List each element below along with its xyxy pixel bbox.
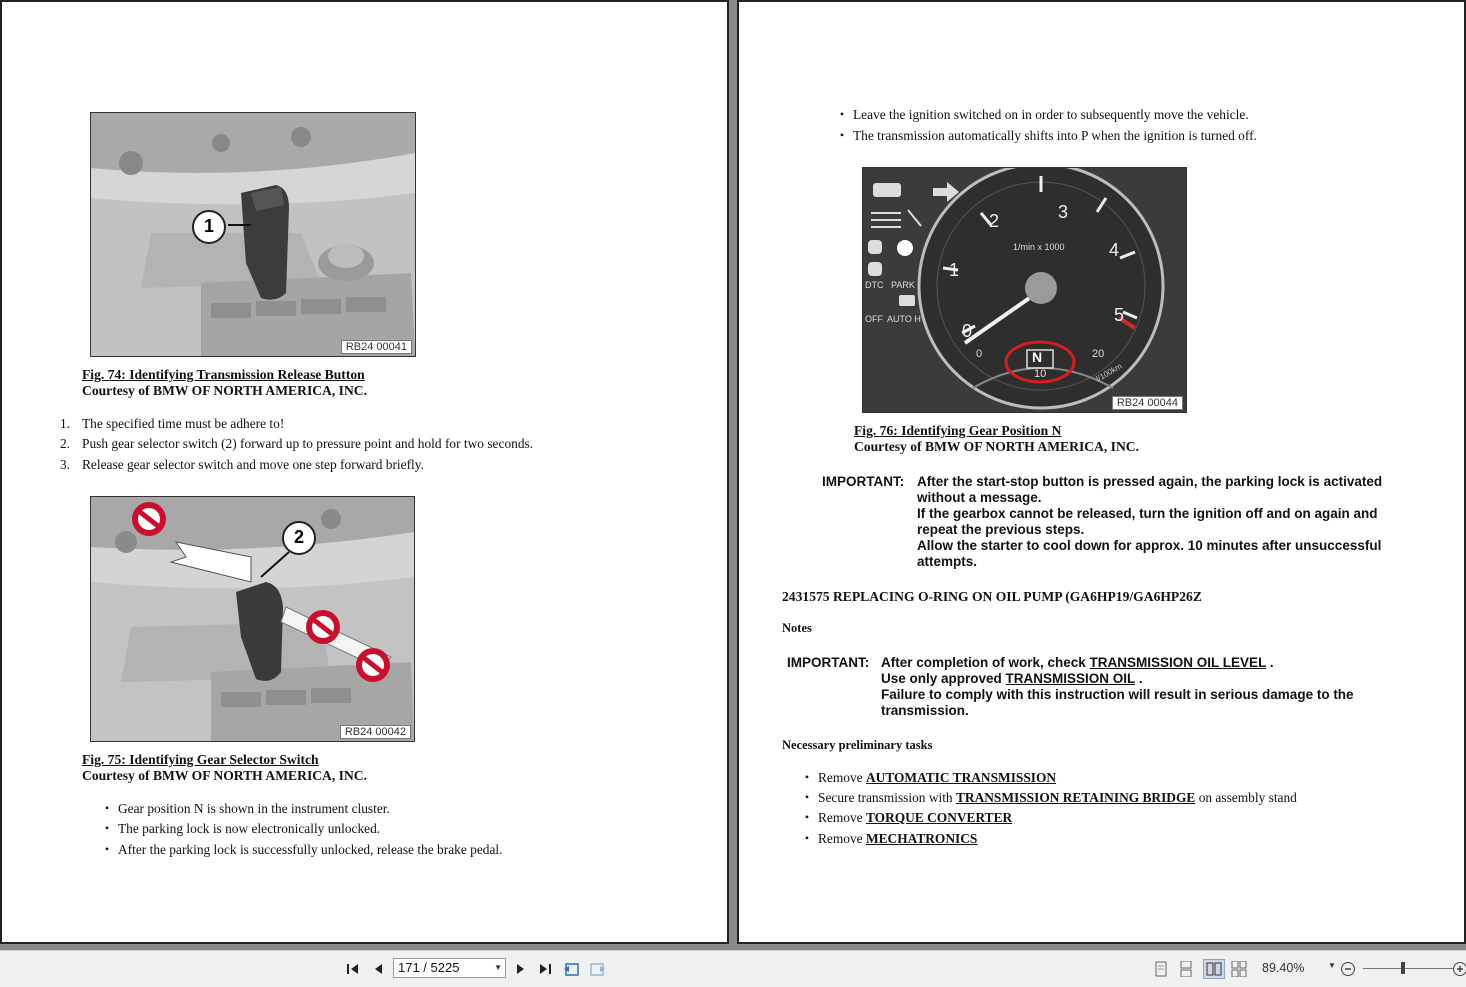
page-indicator-text: 171 / 5225 — [398, 960, 459, 975]
figure-75-image — [90, 496, 415, 742]
callout-2: 2 — [282, 521, 316, 555]
figure-75-caption: Fig. 75: Identifying Gear Selector Switch — [82, 752, 319, 768]
bullet-dot: • — [802, 790, 812, 805]
important-label: IMPORTANT: — [787, 655, 869, 670]
figure-75-courtesy: Courtesy of BMW OF NORTH AMERICA, INC. — [82, 768, 367, 784]
note-line: If the gearbox cannot be released, turn the ignition off and on again and — [917, 506, 1378, 521]
pdf-page-left — [0, 0, 729, 944]
note-line: repeat the previous steps. — [917, 522, 1084, 537]
indicator-label: DTC — [865, 280, 884, 290]
list-item: Leave the ignition switched on in order to subsequently move the vehicle. — [853, 107, 1249, 123]
list-item: Remove AUTOMATIC TRANSMISSION — [818, 770, 1056, 786]
zoom-dropdown-icon[interactable]: ▼ — [1328, 961, 1336, 970]
list-item: Gear position N is shown in the instrument cluster. — [118, 801, 390, 817]
figure-74-courtesy: Courtesy of BMW OF NORTH AMERICA, INC. — [82, 383, 367, 399]
figure-76-courtesy: Courtesy of BMW OF NORTH AMERICA, INC. — [854, 439, 1139, 455]
step-number: 2. — [52, 436, 70, 452]
note-line: After completion of work, check TRANSMISSION OIL LEVEL . — [881, 655, 1274, 670]
mechatronics-link[interactable]: MECHATRONICS — [866, 831, 977, 846]
bullet-dot: • — [802, 810, 812, 825]
step-number: 1. — [52, 416, 70, 432]
note-line: Use only approved TRANSMISSION OIL . — [881, 671, 1143, 686]
note-line: without a message. — [917, 490, 1042, 505]
continuous-facing-icon[interactable] — [1229, 959, 1249, 979]
bullet-dot: • — [802, 770, 812, 785]
pdf-page-right — [737, 0, 1466, 944]
step-number: 3. — [52, 457, 70, 473]
automatic-transmission-link[interactable]: AUTOMATIC TRANSMISSION — [866, 770, 1056, 785]
list-item: Remove MECHATRONICS — [818, 831, 977, 847]
figure-74-caption: Fig. 74: Identifying Transmission Release Button — [82, 367, 365, 383]
figure-id-label: RB24 00041 — [341, 340, 412, 354]
sub-gauge-tick: 0 — [976, 348, 982, 360]
note-line: Allow the starter to cool down for approx. 10 minutes after unsuccessful — [917, 538, 1381, 553]
figure-76-caption: Fig. 76: Identifying Gear Position N — [854, 423, 1061, 439]
bullet-dot: • — [102, 801, 112, 816]
previous-view-icon[interactable] — [562, 959, 582, 979]
prelim-heading: Necessary preliminary tasks — [782, 738, 932, 753]
note-line: transmission. — [881, 703, 969, 718]
last-page-icon[interactable] — [535, 959, 555, 979]
section-title: 2431575 REPLACING O-RING ON OIL PUMP (GA6HP19/GA6HP26Z — [782, 589, 1202, 605]
sub-gauge-tick: 10 — [1034, 368, 1046, 380]
gauge-tick-label: 2 — [989, 211, 999, 232]
zoom-in-icon[interactable] — [1452, 959, 1466, 979]
figure-76-image — [862, 167, 1187, 413]
bullet-dot: • — [102, 842, 112, 857]
first-page-icon[interactable] — [343, 959, 363, 979]
zoom-slider-thumb[interactable] — [1401, 962, 1405, 974]
continuous-icon[interactable] — [1176, 959, 1196, 979]
sub-gauge-unit: l/100km — [1095, 362, 1124, 384]
indicator-label: PARK — [891, 280, 915, 290]
step-text: Release gear selector switch and move one step forward briefly. — [82, 457, 424, 473]
chevron-down-icon[interactable]: ▼ — [494, 959, 502, 977]
list-item: After the parking lock is successfully unlocked, release the brake pedal. — [118, 842, 502, 858]
sub-gauge-tick: 20 — [1092, 348, 1104, 360]
single-page-icon[interactable] — [1151, 959, 1171, 979]
indicator-label: OFF — [865, 314, 883, 324]
navigation-toolbar — [0, 950, 1466, 987]
callout-1: 1 — [192, 210, 226, 244]
torque-converter-link[interactable]: TORQUE CONVERTER — [866, 810, 1012, 825]
list-item: Remove TORQUE CONVERTER — [818, 810, 1012, 826]
figure-id-label: RB24 00044 — [1112, 396, 1183, 410]
gauge-tick-label: 0 — [962, 321, 972, 342]
list-item: The transmission automatically shifts into P when the ignition is turned off. — [853, 128, 1257, 144]
bullet-dot: • — [837, 107, 847, 122]
figure-74-image — [90, 112, 416, 357]
transmission-oil-link[interactable]: TRANSMISSION OIL — [1006, 671, 1136, 686]
next-page-icon[interactable] — [511, 959, 531, 979]
prev-page-icon[interactable] — [368, 959, 388, 979]
important-label: IMPORTANT: — [822, 474, 904, 489]
facing-icon[interactable] — [1203, 959, 1225, 979]
bullet-dot: • — [837, 128, 847, 143]
zoom-level[interactable]: 89.40% — [1262, 961, 1304, 975]
list-item: Secure transmission with TRANSMISSION RETAINING BRIDGE on assembly stand — [818, 790, 1297, 806]
gauge-tick-label: 3 — [1058, 202, 1068, 223]
notes-heading: Notes — [782, 621, 812, 636]
figure-id-label: RB24 00042 — [340, 725, 411, 739]
transmission-oil-level-link[interactable]: TRANSMISSION OIL LEVEL — [1090, 655, 1267, 670]
bullet-dot: • — [802, 831, 812, 846]
transmission-retaining-bridge-link[interactable]: TRANSMISSION RETAINING BRIDGE — [956, 790, 1195, 805]
gear-position-indicator: N — [1032, 349, 1042, 365]
indicator-label: AUTO H — [887, 314, 921, 324]
step-text: Push gear selector switch (2) forward up to pressure point and hold for two seconds. — [82, 436, 533, 452]
note-line: After the start-stop button is pressed again, the parking lock is activated — [917, 474, 1382, 489]
gauge-tick-label: 1 — [949, 260, 959, 281]
note-line: attempts. — [917, 554, 977, 569]
next-view-icon[interactable] — [587, 959, 607, 979]
zoom-out-icon[interactable] — [1338, 959, 1358, 979]
note-line: Failure to comply with this instruction will result in serious damage to the — [881, 687, 1354, 702]
zoom-slider[interactable] — [1363, 968, 1453, 969]
step-text: The specified time must be adhere to! — [82, 416, 284, 432]
gauge-tick-label: 5 — [1114, 305, 1124, 326]
bullet-dot: • — [102, 821, 112, 836]
gauge-tick-label: 4 — [1109, 240, 1119, 261]
gauge-unit-label: 1/min x 1000 — [1013, 242, 1065, 252]
list-item: The parking lock is now electronically unlocked. — [118, 821, 380, 837]
page-number-input[interactable] — [393, 958, 506, 978]
